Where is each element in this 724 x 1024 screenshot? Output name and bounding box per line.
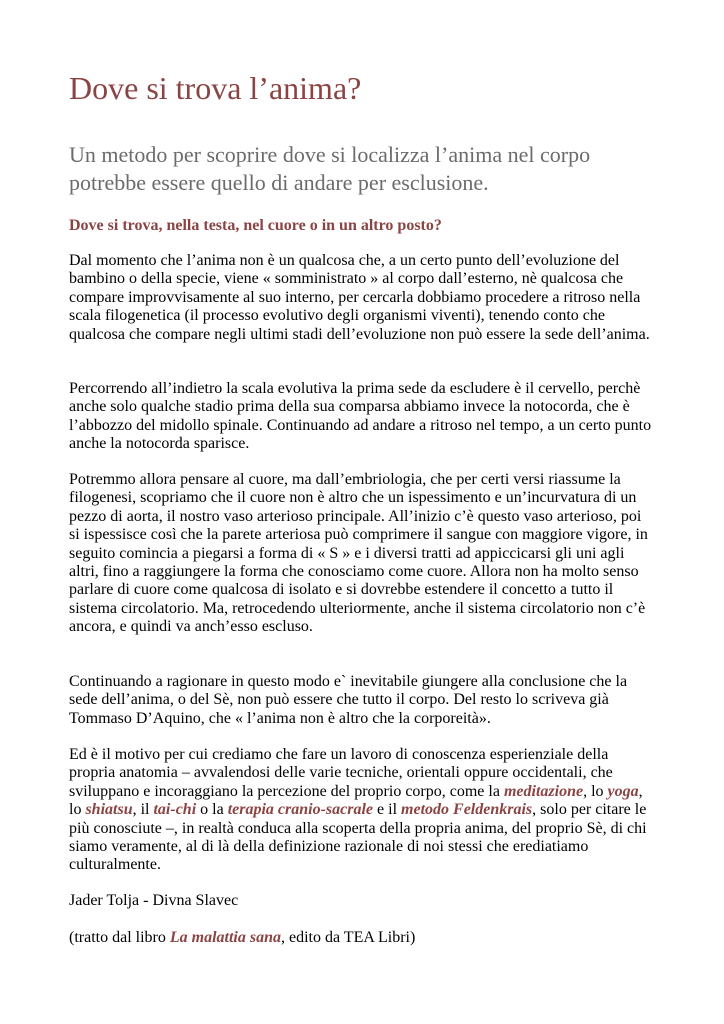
paragraph-4: Continuando a ragionare in questo modo e` inevitabile giungere alla conclusione che la sede dell’anima, o del Sè, non può essere che tutto il corpo. Del resto lo scriveva già Tommaso D’Aquino, che « l’anima non è altro che la corporeità». xyxy=(69,673,628,727)
source-prefix: (tratto dal libro xyxy=(69,929,170,946)
highlight-shiatsu: shiatsu xyxy=(85,801,133,819)
paragraph-1: Dal momento che l’anima non è un qualcosa che, a un certo punto dell’evoluzione del bambino o della specie, viene « somministrato » al corpo dall’esterno, nè qualcosa che compare improvvisamente al suo interno, per cercarla dobbiamo procedere a ritroso nella scala filogenetica (il processo evolutivo degli organismi viventi), tenendo conto che qualcosa che compare negli ultimi stadi dell’evoluzione non può essere la sede dell’anima. xyxy=(69,252,650,343)
book-title: La malattia sana xyxy=(169,929,281,946)
paragraph-5-text: Ed è il motivo per cui crediamo che fare un lavoro di conoscenza esperienziale della propria anatomia – avvalendosi delle varie tecniche, orientali oppure occidentali, che sviluppano e incoraggiano la percezione del proprio corpo, come la xyxy=(69,746,613,800)
paragraph-5-text: , solo per citare le più conosciute –, in realtà conduca alla scoperta della propria anima, del proprio Sè, di chi siamo veramente, al di là della definizione razionale di noi stessi che erediatiamo culturalmente. xyxy=(69,801,647,874)
paragraph-2: Percorrendo all’indietro la scala evolutiva la prima sede da escludere è il cervello, perchè anche solo qualche stadio prima della sua comparsa abbiamo invece la notocorda, che è l’abbozzo del midollo spinale. Continuando ad andare a ritroso nel tempo, a un certo punto anche la notocorda sparisce. xyxy=(69,380,652,453)
paragraph-5-text: , lo xyxy=(69,782,643,819)
source-suffix: , edito da TEA Libri) xyxy=(280,929,416,946)
author-line: Jader Tolja - Divna Slavec xyxy=(69,892,239,909)
paragraph-5-text: e il xyxy=(373,801,402,819)
page-title: Dove si trova l’anima? xyxy=(69,70,362,106)
source-line xyxy=(69,929,654,947)
paragraph-5-text: o la xyxy=(196,801,228,819)
paragraph-5-text: , il xyxy=(132,801,154,819)
paragraph-5 xyxy=(69,746,654,875)
section-heading: Dove si trova, nella testa, nel cuore o in un altro posto? xyxy=(69,217,442,234)
highlight-meditazione: meditazione xyxy=(503,782,584,800)
highlight-tai-chi: tai-chi xyxy=(153,801,197,819)
page-subtitle: Un metodo per scoprire dove si localizza l’anima nel corpo potrebbe essere quello di andare per esclusione. xyxy=(69,142,591,195)
highlight-terapia-cranio-sacrale: terapia cranio-sacrale xyxy=(227,801,374,819)
highlight-metodo-feldenkrais: metodo Feldenkrais xyxy=(401,801,533,819)
paragraph-3: Potremmo allora pensare al cuore, ma dall’embriologia, che per certi versi riassume la filogenesi, scopriamo che il cuore non è altro che un ispessimento e un’incurvatura di un pezzo di aorta, il nostro vaso arterioso principale. All’inizio c’è questo vaso arterioso, poi si ispessisce così che la parete arteriosa può comprimere il sangue con maggiore vigore, in seguito comincia a piegarsi a forma di « S » e i diversi tratti ad appiccicarsi gli uni agli altri, fino a raggiungere la forma che conosciamo come cuore. Allora non ha molto senso parlare di cuore come qualcosa di isolato e si dovrebbe estendere il concetto a tutto il sistema circolatorio. Ma, retrocedendo ulteriormente, anche il sistema circolatorio non c’è ancora, e quindi va anch’esso escluso. xyxy=(69,471,648,636)
paragraph-5-text: , lo xyxy=(583,782,608,800)
highlight-yoga: yoga xyxy=(607,782,639,800)
